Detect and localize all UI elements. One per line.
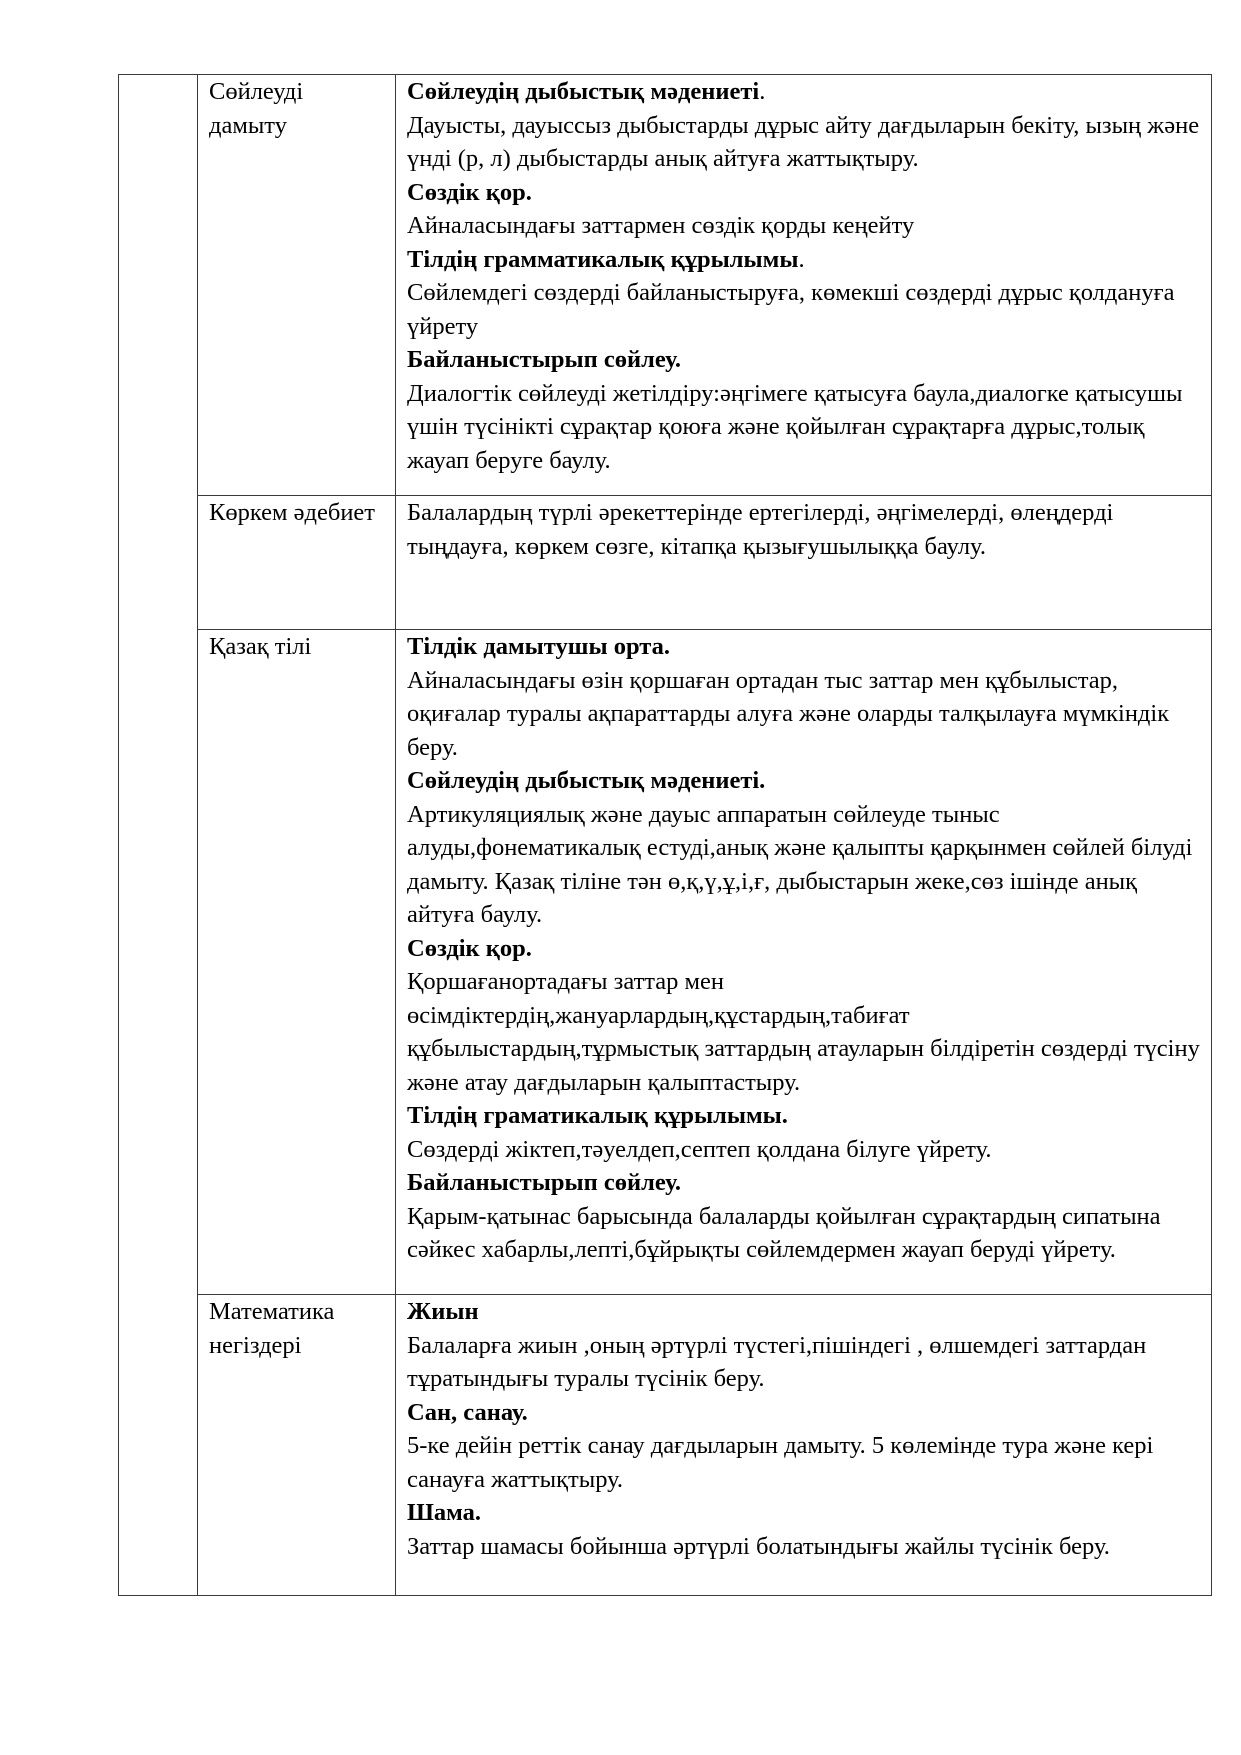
content-block bbox=[407, 343, 1202, 477]
block-heading: Байланыстырып сөйлеу. bbox=[407, 1169, 682, 1196]
block-text: Айналасындағы заттармен сөздік қорды кеңейту bbox=[407, 212, 915, 239]
block-heading: Шама. bbox=[407, 1499, 482, 1526]
content-block bbox=[407, 1496, 1202, 1563]
table-row bbox=[119, 75, 1212, 496]
subject-label: Сөйлеуді дамыту bbox=[209, 78, 304, 139]
block-heading: Тілдің грамматикалық құрылымы bbox=[407, 245, 799, 273]
block-text: Артикуляциялық және дауыс аппаратын сөйлеуде тыныс алуды,фонематикалық естуді,анық және қалыпты қарқынмен сөйлей білуді дамыту. Қазақ тіліне тән ө,қ,ү,ұ,і,ғ, дыбыстарын жеке,сөз ішінде анық айтуға баулу. bbox=[407, 800, 1193, 928]
block-text: Айналасындағы өзін қоршаған ортадан тыс заттар мен құбылыстар, оқиғалар туралы ақпараттарды алуға және оларды талқылауға мүмкіндік беру. bbox=[407, 666, 1170, 761]
block-heading: Сөздік қор. bbox=[407, 178, 532, 206]
block-text: Қоршағанортадағы заттар мен өсімдіктердің,жануарлардың,құстардың,табиғат құбылыстардың,тұрмыстық заттардың атауларын білдіретін сөздерді түсіну және атау дағдыларын қалыптастыру. bbox=[407, 968, 1200, 1096]
block-heading: Сөйлеудің дыбыстық мәдениеті. bbox=[407, 767, 766, 794]
block-heading: Тілдің граматикалық құрылымы. bbox=[407, 1102, 788, 1129]
block-text: Дауысты, дауыссыз дыбыстарды дұрыс айту дағдыларын бекіту, ызың және үнді (р, л) дыбыстарды анық айтуға жаттықтыру. bbox=[407, 111, 1200, 172]
block-heading: Байланыстырып сөйлеу. bbox=[407, 346, 682, 373]
content-block bbox=[407, 1295, 1202, 1396]
block-text: Қарым-қатынас барысында балаларды қойылған сұрақтардың сипатына сәйкес хабарлы,лепті,бұйрықты сөйлемдермен жауап беруді үйрету. bbox=[407, 1202, 1161, 1263]
table-row bbox=[119, 496, 1212, 630]
content-block bbox=[407, 764, 1202, 932]
content-cell bbox=[396, 496, 1212, 630]
block-heading: Сан, санау. bbox=[407, 1398, 528, 1426]
block-text: Балаларға жиын ,оның әртүрлі түстегі,пішіндегі , өлшемдегі заттардан тұратындығы туралы түсінік беру. bbox=[407, 1331, 1147, 1392]
subject-label: Қазақ тілі bbox=[209, 633, 312, 660]
block-text: Заттар шамасы бойынша әртүрлі болатындығы жайлы түсінік беру. bbox=[407, 1532, 1110, 1560]
table-row bbox=[119, 630, 1212, 1295]
content-block bbox=[407, 75, 1202, 176]
block-text: Диалогтік сөйлеуді жетілдіру:әңгімеге қатысуға баула,диалогке қатысушы үшін түсінікті сұрақтар қоюға және қойылған сұрақтарға дұрыс,толық жауап беруге баулу. bbox=[407, 379, 1183, 474]
block-heading: Сөздік қор. bbox=[407, 934, 532, 962]
table-row bbox=[119, 1295, 1212, 1596]
block-heading: Жиын bbox=[407, 1298, 479, 1325]
content-block bbox=[407, 932, 1202, 1100]
block-text: Сөздерді жіктеп,тәуелдеп,септеп қолдана білуге үйрету. bbox=[407, 1135, 992, 1163]
content-block bbox=[407, 1099, 1202, 1166]
subject-cell bbox=[198, 75, 396, 496]
subject-label: Көркем әдебиет bbox=[209, 499, 376, 526]
subject-label: Математика негіздері bbox=[209, 1298, 335, 1359]
content-block bbox=[407, 243, 1202, 344]
content-cell bbox=[396, 75, 1212, 496]
block-text: Балалардың түрлі әрекеттерінде ертегілерді, әңгімелерді, өлеңдерді тыңдауға, көркем сөзге, кітапқа қызығушылыққа баулу. bbox=[407, 499, 1114, 560]
block-heading: Сөйлеудің дыбыстық мәдениеті bbox=[407, 78, 760, 105]
heading-suffix: . bbox=[759, 78, 766, 105]
subject-cell bbox=[198, 1295, 396, 1596]
curriculum-table bbox=[118, 74, 1212, 1596]
content-cell bbox=[396, 1295, 1212, 1596]
content-block bbox=[407, 1396, 1202, 1497]
block-text: Сөйлемдегі сөздерді байланыстыруға, көмекші сөздерді дұрыс қолдануға үйрету bbox=[407, 279, 1175, 340]
subject-cell bbox=[198, 496, 396, 630]
content-block bbox=[407, 1166, 1202, 1267]
block-heading: Тілдік дамытушы орта. bbox=[407, 633, 670, 660]
block-text: 5-ке дейін реттік санау дағдыларын дамыту. 5 көлемінде тура және кері санауға жаттықтыру. bbox=[407, 1432, 1154, 1493]
content-cell bbox=[396, 630, 1212, 1295]
empty-first-column bbox=[119, 75, 198, 1596]
subject-cell bbox=[198, 630, 396, 1295]
heading-suffix: . bbox=[798, 245, 805, 273]
content-block bbox=[407, 630, 1202, 764]
content-block bbox=[407, 176, 1202, 243]
